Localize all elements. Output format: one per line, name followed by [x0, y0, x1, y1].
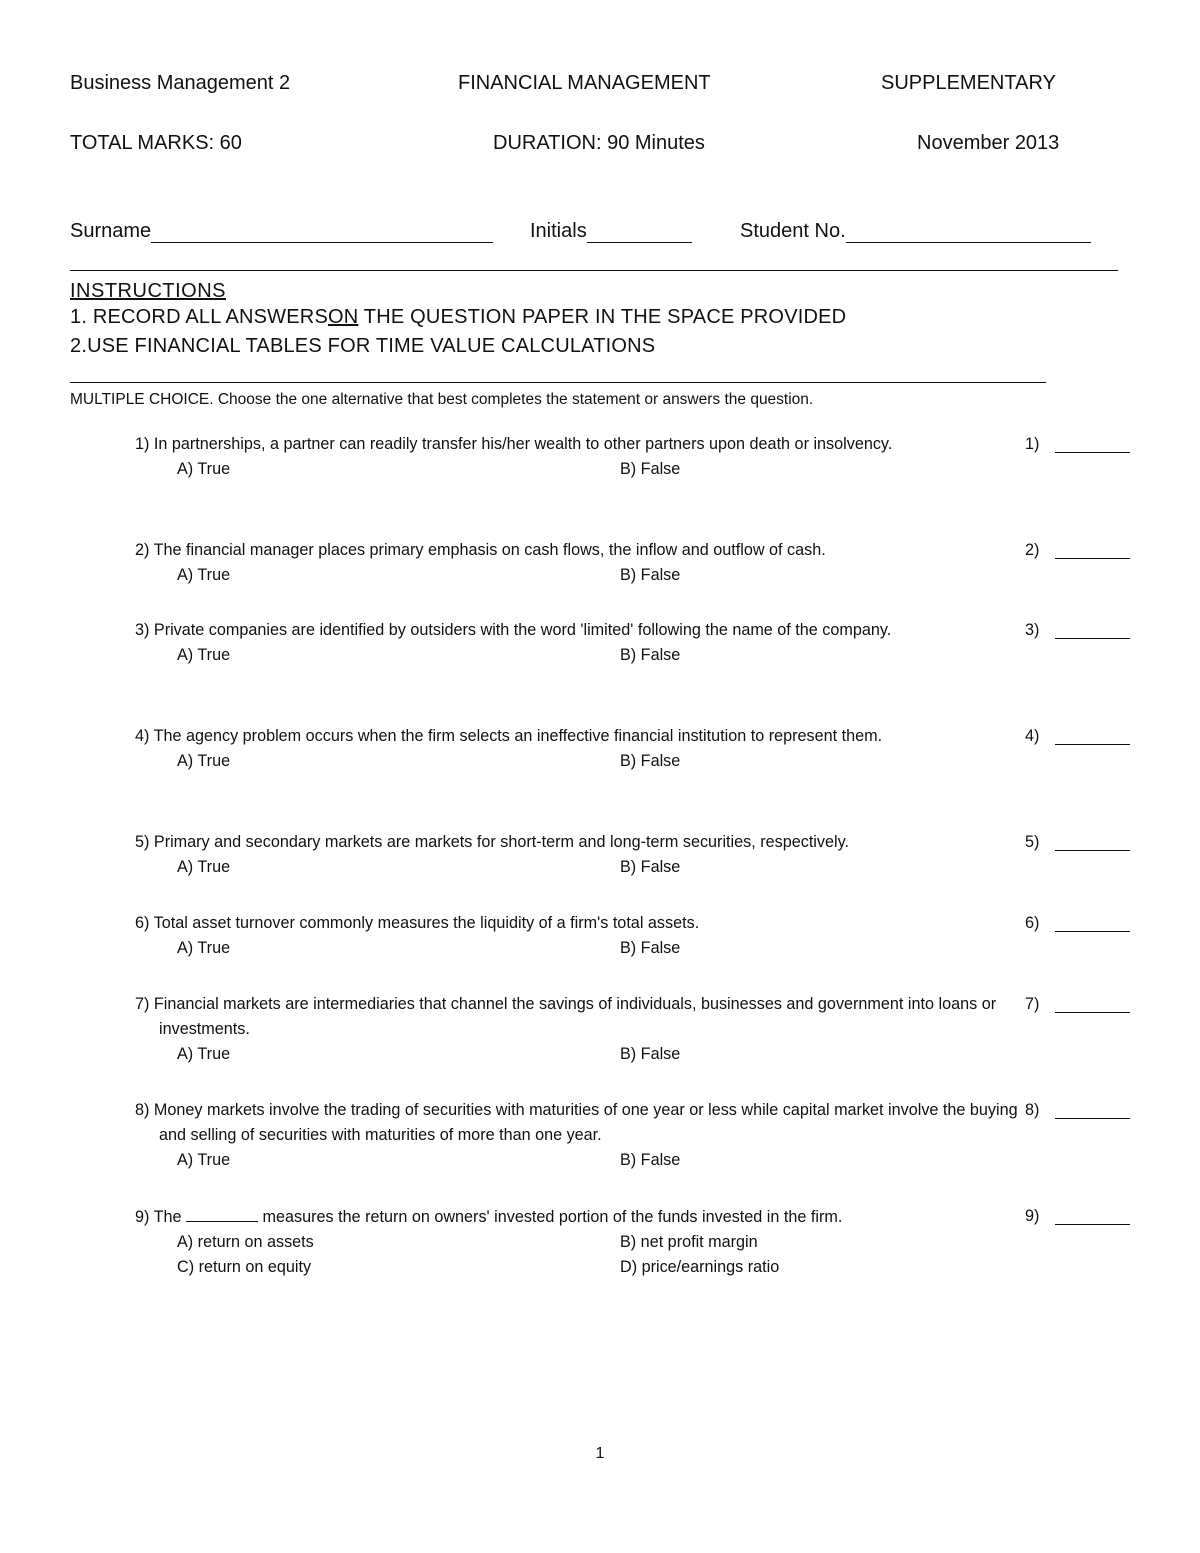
question-options [177, 936, 1135, 961]
question-1 [135, 432, 1135, 482]
instruction-1 [70, 303, 1110, 332]
question-options [177, 855, 1135, 880]
answer-blank[interactable] [1055, 1224, 1130, 1225]
instruction-1-suffix: THE QUESTION PAPER IN THE SPACE PROVIDED [358, 306, 847, 328]
answer-blank[interactable] [1055, 1012, 1130, 1013]
surname-label: Surname [70, 220, 152, 242]
question-stem: 4) The agency problem occurs when the firm selects an ineffective financial institution to represent them. [135, 727, 883, 745]
question-options [177, 457, 1135, 482]
answer-label: 3) [1025, 621, 1040, 639]
surname-field[interactable] [70, 220, 493, 243]
initials-blank[interactable] [587, 222, 692, 243]
option-b[interactable]: B) False [620, 858, 681, 876]
answer-blank[interactable] [1055, 1118, 1130, 1119]
subject-title: FINANCIAL MANAGEMENT [458, 72, 711, 94]
total-marks: TOTAL MARKS: 60 [70, 132, 242, 154]
answer-label: 7) [1025, 995, 1040, 1013]
exam-date: November 2013 [917, 132, 1060, 154]
question-stem: 7) Financial markets are intermediaries that channel the savings of individuals, businesses and government into loans or investments. [135, 995, 997, 1038]
initials-field[interactable] [530, 220, 692, 243]
question-stem: 1) In partnerships, a partner can readily transfer his/her wealth to other partners upon death or insolvency. [135, 435, 893, 453]
question-7 [135, 992, 1135, 1067]
question-3 [135, 618, 1135, 668]
answer-blank[interactable] [1055, 638, 1130, 639]
question-stem-prefix: 9) The [135, 1208, 186, 1226]
instructions-title: INSTRUCTIONS [70, 280, 226, 302]
answer-label: 5) [1025, 833, 1040, 851]
question-stem: 6) Total asset turnover commonly measures the liquidity of a firm's total assets. [135, 914, 700, 932]
student-number-field[interactable] [740, 220, 1091, 243]
answer-label: 6) [1025, 914, 1040, 932]
question-4 [135, 724, 1135, 774]
course-name: Business Management 2 [70, 72, 291, 94]
question-options [177, 1042, 1135, 1067]
surname-blank[interactable] [151, 222, 493, 243]
question-stem: 3) Private companies are identified by outsiders with the word 'limited' following the name of the company. [135, 621, 892, 639]
multiple-choice-intro: MULTIPLE CHOICE. Choose the one alternative that best completes the statement or answers the question. [70, 391, 814, 408]
fill-in-blank[interactable] [186, 1204, 258, 1222]
option-b[interactable]: B) False [620, 939, 681, 957]
instructions-block [70, 279, 1110, 361]
duration: DURATION: 90 Minutes [493, 132, 705, 154]
question-8 [135, 1098, 1135, 1173]
option-a[interactable]: A) return on assets [177, 1233, 314, 1251]
question-options [177, 1255, 1135, 1280]
answer-blank[interactable] [1055, 744, 1130, 745]
question-stem: 8) Money markets involve the trading of securities with maturities of one year or less while capital market involve the buying and selling of securities with maturities of more than one year. [135, 1101, 1018, 1144]
option-b[interactable]: B) False [620, 646, 681, 664]
option-b[interactable]: B) False [620, 1045, 681, 1063]
option-b[interactable]: B) False [620, 1151, 681, 1169]
instruction-2: 2.USE FINANCIAL TABLES FOR TIME VALUE CALCULATIONS [70, 335, 656, 357]
student-number-label: Student No. [740, 220, 846, 242]
question-stem [135, 1204, 1019, 1230]
question-6 [135, 911, 1135, 961]
answer-label: 8) [1025, 1101, 1040, 1119]
question-2 [135, 538, 1135, 588]
option-d[interactable]: D) price/earnings ratio [620, 1258, 780, 1276]
option-a[interactable]: A) True [177, 1045, 231, 1063]
question-5 [135, 830, 1135, 880]
answer-blank[interactable] [1055, 931, 1130, 932]
answer-blank[interactable] [1055, 850, 1130, 851]
option-b[interactable]: B) False [620, 460, 681, 478]
option-a[interactable]: A) True [177, 646, 231, 664]
question-options [177, 563, 1135, 588]
answer-label: 1) [1025, 435, 1040, 453]
question-stem-suffix: measures the return on owners' invested portion of the funds invested in the firm. [258, 1208, 843, 1226]
answer-blank[interactable] [1055, 452, 1130, 453]
initials-label: Initials [530, 220, 587, 242]
question-options [177, 1230, 1135, 1255]
header-divider [70, 270, 1118, 271]
question-options [177, 749, 1135, 774]
question-options [177, 1148, 1135, 1173]
option-b[interactable]: B) False [620, 566, 681, 584]
option-b[interactable]: B) net profit margin [620, 1233, 758, 1251]
answer-label: 2) [1025, 541, 1040, 559]
instruction-1-underlined: ON [327, 306, 359, 328]
page-number: 1 [595, 1445, 605, 1462]
question-stem: 2) The financial manager places primary emphasis on cash flows, the inflow and outflow of cash. [135, 541, 826, 559]
option-a[interactable]: A) True [177, 752, 231, 770]
option-a[interactable]: A) True [177, 858, 231, 876]
question-stem: 5) Primary and secondary markets are markets for short-term and long-term securities, respectively. [135, 833, 849, 851]
answer-blank[interactable] [1055, 558, 1130, 559]
question-options [177, 643, 1135, 668]
option-a[interactable]: A) True [177, 1151, 231, 1169]
option-a[interactable]: A) True [177, 460, 231, 478]
option-c[interactable]: C) return on equity [177, 1258, 312, 1276]
student-details-row [70, 220, 1120, 248]
exam-type: SUPPLEMENTARY [881, 72, 1056, 94]
instructions-divider [70, 382, 1046, 383]
option-b[interactable]: B) False [620, 752, 681, 770]
student-number-blank[interactable] [846, 222, 1091, 243]
option-a[interactable]: A) True [177, 566, 231, 584]
answer-label: 4) [1025, 727, 1040, 745]
instruction-1-prefix: 1. RECORD ALL ANSWERS [70, 306, 328, 328]
option-a[interactable]: A) True [177, 939, 231, 957]
answer-label: 9) [1025, 1207, 1040, 1225]
question-9 [135, 1204, 1135, 1280]
